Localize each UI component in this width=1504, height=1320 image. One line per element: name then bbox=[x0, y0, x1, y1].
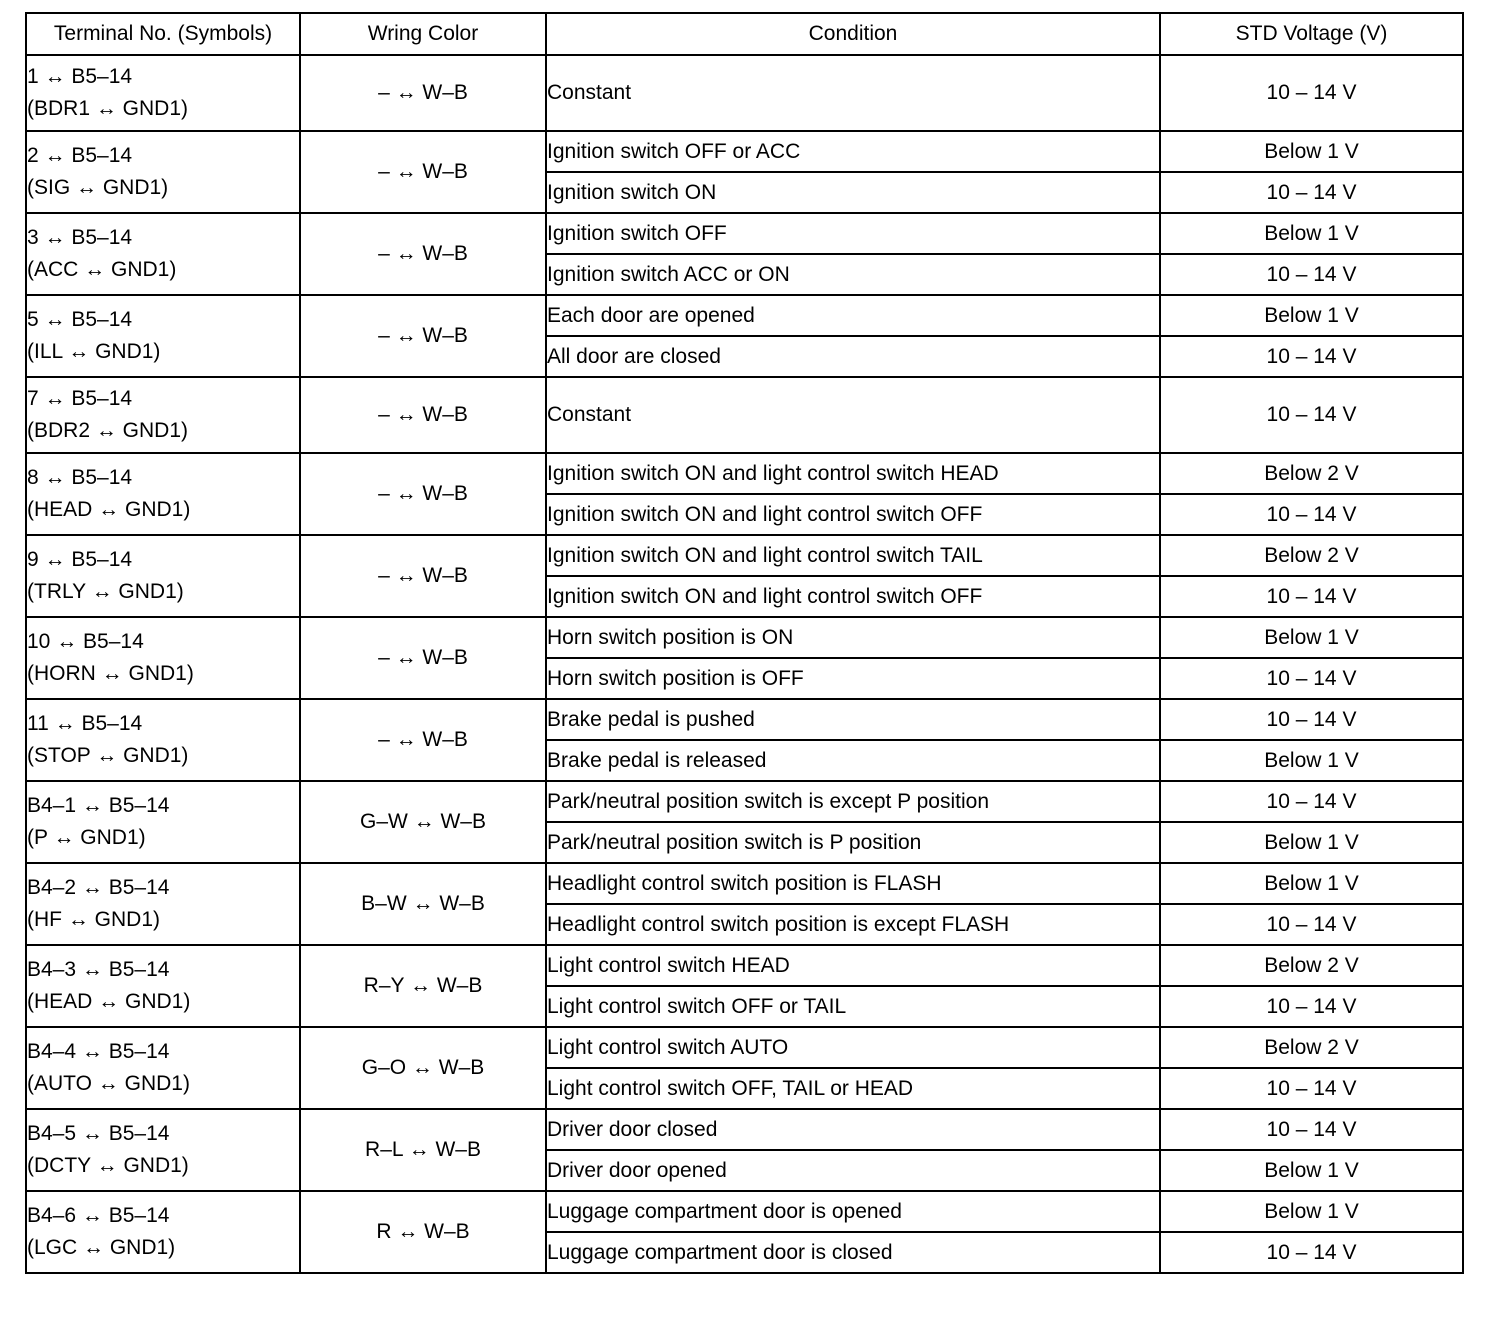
condition-cell: Driver door closed bbox=[546, 1109, 1160, 1150]
terminal-cell bbox=[26, 1109, 300, 1191]
wire-color-cell: B–W ↔ W–B bbox=[300, 863, 546, 945]
header-terminal: Terminal No. (Symbols) bbox=[26, 13, 300, 55]
wire-color-cell: G–W ↔ W–B bbox=[300, 781, 546, 863]
header-wire-color: Wring Color bbox=[300, 13, 546, 55]
condition-cell: Park/neutral position switch is except P position bbox=[546, 781, 1160, 822]
voltage-cell: 10 – 14 V bbox=[1160, 172, 1463, 213]
terminal-symbol: (ACC ↔ GND1) bbox=[27, 258, 177, 281]
voltage-cell: Below 1 V bbox=[1160, 1150, 1463, 1191]
voltage-cell: Below 2 V bbox=[1160, 453, 1463, 494]
table-row bbox=[26, 617, 1463, 658]
terminal-cell bbox=[26, 945, 300, 1027]
terminal-symbol: (AUTO ↔ GND1) bbox=[27, 1072, 190, 1095]
table-row bbox=[26, 295, 1463, 336]
wire-color-cell: R–Y ↔ W–B bbox=[300, 945, 546, 1027]
terminal-symbol: (DCTY ↔ GND1) bbox=[27, 1154, 189, 1177]
voltage-cell: Below 2 V bbox=[1160, 945, 1463, 986]
table-row bbox=[26, 377, 1463, 453]
wire-color-cell: – ↔ W–B bbox=[300, 131, 546, 213]
condition-cell: Headlight control switch position is FLASH bbox=[546, 863, 1160, 904]
condition-cell: Ignition switch ON and light control switch HEAD bbox=[546, 453, 1160, 494]
wire-color-cell: – ↔ W–B bbox=[300, 617, 546, 699]
condition-cell: Ignition switch ON bbox=[546, 172, 1160, 213]
voltage-cell: 10 – 14 V bbox=[1160, 576, 1463, 617]
terminal-number: B4–4 ↔ B5–14 bbox=[27, 1040, 170, 1063]
terminal-symbol: (STOP ↔ GND1) bbox=[27, 744, 189, 767]
condition-cell: Ignition switch ON and light control switch OFF bbox=[546, 576, 1160, 617]
table-row bbox=[26, 55, 1463, 131]
voltage-cell: Below 1 V bbox=[1160, 131, 1463, 172]
terminal-cell bbox=[26, 535, 300, 617]
terminal-number: 3 ↔ B5–14 bbox=[27, 226, 133, 249]
voltage-cell: Below 2 V bbox=[1160, 535, 1463, 576]
wire-color-cell: – ↔ W–B bbox=[300, 55, 546, 131]
voltage-cell: 10 – 14 V bbox=[1160, 377, 1463, 453]
terminal-symbol: (HF ↔ GND1) bbox=[27, 908, 160, 931]
table-row bbox=[26, 535, 1463, 576]
terminal-cell bbox=[26, 377, 300, 453]
terminal-number: 1 ↔ B5–14 bbox=[27, 65, 133, 88]
condition-cell: Luggage compartment door is closed bbox=[546, 1232, 1160, 1273]
wire-color-cell: – ↔ W–B bbox=[300, 699, 546, 781]
table-body bbox=[26, 55, 1463, 1273]
condition-cell: Light control switch HEAD bbox=[546, 945, 1160, 986]
terminal-cell bbox=[26, 295, 300, 377]
condition-cell: Constant bbox=[546, 377, 1160, 453]
terminal-number: 9 ↔ B5–14 bbox=[27, 548, 133, 571]
wire-color-cell: G–O ↔ W–B bbox=[300, 1027, 546, 1109]
wire-color-cell: R–L ↔ W–B bbox=[300, 1109, 546, 1191]
terminal-symbol: (BDR1 ↔ GND1) bbox=[27, 97, 189, 120]
terminal-number: 7 ↔ B5–14 bbox=[27, 387, 133, 410]
voltage-cell: Below 1 V bbox=[1160, 617, 1463, 658]
condition-cell: Driver door opened bbox=[546, 1150, 1160, 1191]
voltage-cell: 10 – 14 V bbox=[1160, 1232, 1463, 1273]
terminal-symbol: (SIG ↔ GND1) bbox=[27, 176, 169, 199]
condition-cell: Light control switch AUTO bbox=[546, 1027, 1160, 1068]
voltage-cell: Below 1 V bbox=[1160, 295, 1463, 336]
condition-cell: Ignition switch OFF or ACC bbox=[546, 131, 1160, 172]
table-row bbox=[26, 863, 1463, 904]
voltage-cell: Below 1 V bbox=[1160, 863, 1463, 904]
voltage-cell: Below 1 V bbox=[1160, 1191, 1463, 1232]
terminal-number: 8 ↔ B5–14 bbox=[27, 466, 133, 489]
wire-color-cell: – ↔ W–B bbox=[300, 213, 546, 295]
terminal-cell bbox=[26, 1191, 300, 1273]
header-std-voltage: STD Voltage (V) bbox=[1160, 13, 1463, 55]
terminal-number: 10 ↔ B5–14 bbox=[27, 630, 144, 653]
table-row bbox=[26, 699, 1463, 740]
table-row bbox=[26, 1109, 1463, 1150]
voltage-cell: 10 – 14 V bbox=[1160, 986, 1463, 1027]
wire-color-cell: – ↔ W–B bbox=[300, 453, 546, 535]
condition-cell: Ignition switch ON and light control switch TAIL bbox=[546, 535, 1160, 576]
terminal-cell bbox=[26, 781, 300, 863]
terminal-number: B4–6 ↔ B5–14 bbox=[27, 1204, 170, 1227]
terminal-symbol: (BDR2 ↔ GND1) bbox=[27, 419, 189, 442]
wire-color-cell: R ↔ W–B bbox=[300, 1191, 546, 1273]
voltage-cell: 10 – 14 V bbox=[1160, 254, 1463, 295]
condition-cell: Horn switch position is OFF bbox=[546, 658, 1160, 699]
voltage-cell: Below 1 V bbox=[1160, 213, 1463, 254]
terminal-cell bbox=[26, 453, 300, 535]
voltage-cell: 10 – 14 V bbox=[1160, 904, 1463, 945]
terminal-number: 5 ↔ B5–14 bbox=[27, 308, 133, 331]
wire-color-cell: – ↔ W–B bbox=[300, 295, 546, 377]
terminal-number: B4–2 ↔ B5–14 bbox=[27, 876, 170, 899]
wire-color-cell: – ↔ W–B bbox=[300, 535, 546, 617]
voltage-cell: 10 – 14 V bbox=[1160, 336, 1463, 377]
condition-cell: Horn switch position is ON bbox=[546, 617, 1160, 658]
table-row bbox=[26, 213, 1463, 254]
condition-cell: Ignition switch OFF bbox=[546, 213, 1160, 254]
voltage-cell: 10 – 14 V bbox=[1160, 658, 1463, 699]
wire-color-cell: – ↔ W–B bbox=[300, 377, 546, 453]
terminal-symbol: (P ↔ GND1) bbox=[27, 826, 146, 849]
condition-cell: Ignition switch ACC or ON bbox=[546, 254, 1160, 295]
header-condition: Condition bbox=[546, 13, 1160, 55]
voltage-cell: Below 1 V bbox=[1160, 822, 1463, 863]
terminal-number: B4–3 ↔ B5–14 bbox=[27, 958, 170, 981]
terminal-cell bbox=[26, 617, 300, 699]
condition-cell: Brake pedal is pushed bbox=[546, 699, 1160, 740]
condition-cell: Light control switch OFF or TAIL bbox=[546, 986, 1160, 1027]
terminal-symbol: (HEAD ↔ GND1) bbox=[27, 990, 191, 1013]
table-row bbox=[26, 131, 1463, 172]
table-row bbox=[26, 1027, 1463, 1068]
condition-cell: All door are closed bbox=[546, 336, 1160, 377]
voltage-cell: 10 – 14 V bbox=[1160, 1109, 1463, 1150]
condition-cell: Park/neutral position switch is P position bbox=[546, 822, 1160, 863]
table-row bbox=[26, 453, 1463, 494]
terminal-cell bbox=[26, 213, 300, 295]
terminal-symbol: (ILL ↔ GND1) bbox=[27, 340, 161, 363]
header-row bbox=[26, 13, 1463, 55]
condition-cell: Ignition switch ON and light control switch OFF bbox=[546, 494, 1160, 535]
table-row bbox=[26, 1191, 1463, 1232]
table-row bbox=[26, 781, 1463, 822]
condition-cell: Headlight control switch position is except FLASH bbox=[546, 904, 1160, 945]
terminal-cell bbox=[26, 863, 300, 945]
voltage-cell: 10 – 14 V bbox=[1160, 1068, 1463, 1109]
table-row bbox=[26, 945, 1463, 986]
terminal-symbol: (LGC ↔ GND1) bbox=[27, 1236, 176, 1259]
terminal-cell bbox=[26, 55, 300, 131]
terminal-voltage-table bbox=[25, 12, 1464, 1274]
terminal-symbol: (TRLY ↔ GND1) bbox=[27, 580, 184, 603]
terminal-symbol: (HEAD ↔ GND1) bbox=[27, 498, 191, 521]
condition-cell: Each door are opened bbox=[546, 295, 1160, 336]
terminal-number: 11 ↔ B5–14 bbox=[27, 712, 143, 735]
terminal-cell bbox=[26, 1027, 300, 1109]
terminal-number: B4–1 ↔ B5–14 bbox=[27, 794, 170, 817]
terminal-cell bbox=[26, 131, 300, 213]
voltage-cell: 10 – 14 V bbox=[1160, 494, 1463, 535]
terminal-symbol: (HORN ↔ GND1) bbox=[27, 662, 194, 685]
voltage-cell: 10 – 14 V bbox=[1160, 55, 1463, 131]
condition-cell: Light control switch OFF, TAIL or HEAD bbox=[546, 1068, 1160, 1109]
voltage-cell: Below 2 V bbox=[1160, 1027, 1463, 1068]
condition-cell: Brake pedal is released bbox=[546, 740, 1160, 781]
condition-cell: Constant bbox=[546, 55, 1160, 131]
terminal-number: 2 ↔ B5–14 bbox=[27, 144, 133, 167]
terminal-number: B4–5 ↔ B5–14 bbox=[27, 1122, 170, 1145]
terminal-cell bbox=[26, 699, 300, 781]
condition-cell: Luggage compartment door is opened bbox=[546, 1191, 1160, 1232]
voltage-cell: 10 – 14 V bbox=[1160, 699, 1463, 740]
voltage-cell: Below 1 V bbox=[1160, 740, 1463, 781]
voltage-cell: 10 – 14 V bbox=[1160, 781, 1463, 822]
